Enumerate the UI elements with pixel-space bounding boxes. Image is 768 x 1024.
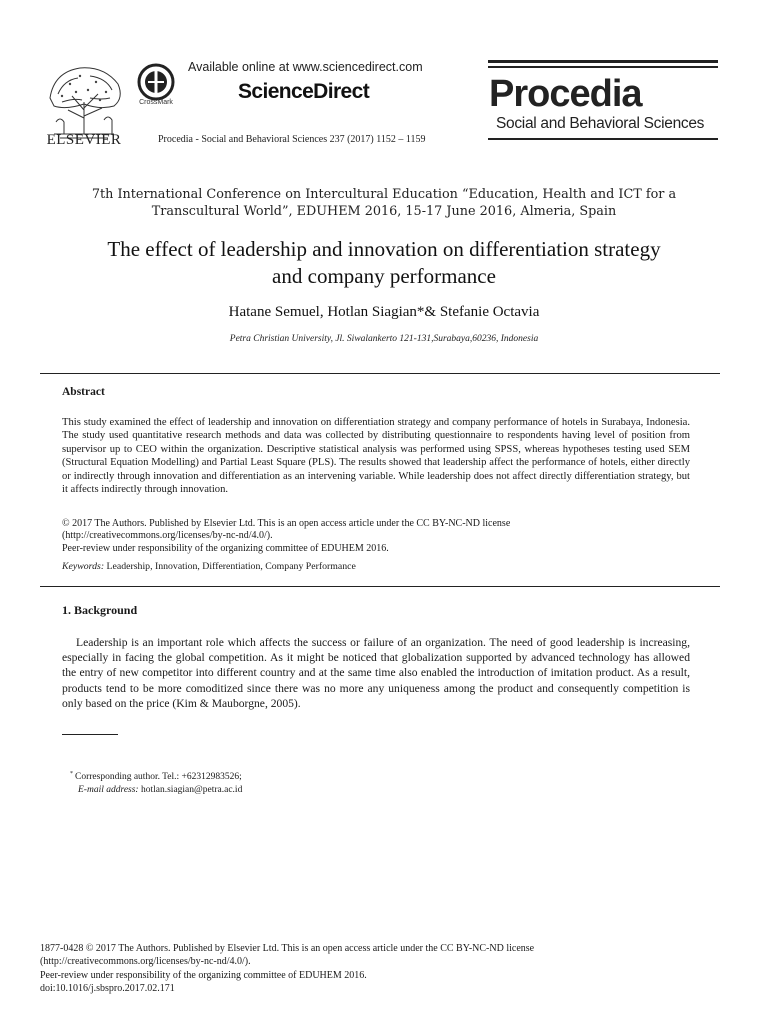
procedia-bottom-rule xyxy=(488,138,718,140)
abstract-copyright xyxy=(62,518,690,555)
abstract-heading: Abstract xyxy=(62,386,105,398)
affiliation: Petra Christian University, Jl. Siwalankerto 121-131,Surabaya,60236, Indonesia xyxy=(229,334,539,344)
footer-doi[interactable]: doi:10.1016/j.sbspro.2017.02.171 xyxy=(40,983,175,995)
footnote-corresponding xyxy=(70,768,242,784)
page-footer xyxy=(40,942,720,996)
publisher-name: ELSEVIER xyxy=(46,132,122,148)
procedia-top-rule xyxy=(488,60,718,63)
footer-peer-review: Peer-review under responsibility of the organizing committee of EDUHEM 2016. xyxy=(40,969,367,981)
peer-review-note: Peer-review under responsibility of the organizing committee of EDUHEM 2016. xyxy=(62,542,389,554)
paper-title xyxy=(50,236,718,290)
email-address[interactable]: hotlan.siagian@petra.ac.id xyxy=(138,785,243,796)
procedia-logo-text: Procedia xyxy=(489,73,642,115)
title-line-2: and company performance xyxy=(272,264,496,288)
license-link[interactable]: (http://creativecommons.org/licenses/by-nc-nd/4.0/). xyxy=(62,530,273,542)
footnote xyxy=(70,768,242,797)
section-heading: 1. Background xyxy=(62,603,138,617)
keywords-list: Leadership, Innovation, Differentiation, Company Performance xyxy=(104,561,356,572)
conference-info xyxy=(60,186,708,220)
sciencedirect-logo-text: ScienceDirect xyxy=(238,80,370,103)
journal-citation: Procedia - Social and Behavioral Sciences 237 (2017) 1152 – 1159 xyxy=(158,134,426,145)
abstract-body: This study examined the effect of leadership and innovation on differentiation strategy and company performance of hotels in Surabaya, Indonesia. The study used quantitative research methods and data was collected by distributing questionnaire to respondents having level of position from supervisor up to CEO within the organization. Descriptive statistical analysis was performed using SPSS, whereas hypotheses testing used SEM (Structural Equation Modelling) and Partial Least Square (PLS). The results showed that leadership affect the performance of hotels, either directly or indirectly through innovation and differentiation as an intervening variable. While leadership does not affect directly differentiation strategy, but it affects indirectly through innovation. xyxy=(62,417,690,496)
abstract-top-rule xyxy=(40,373,720,374)
title-line-1: The effect of leadership and innovation on differentiation strategy xyxy=(107,237,661,261)
conference-line-2: Transcultural World”, EDUHEM 2016, 15-17 June 2016, Almeria, Spain xyxy=(151,204,617,219)
footnote-email xyxy=(70,784,242,797)
keywords xyxy=(62,561,356,572)
section-paragraph: Leadership is an important role which affects the success or failure of an organization. The need of good leadership is increasing, especially in facing the global competition. As it might be noticed that globalization supported by advanced technology has allowed the entry of new competitor into different country and at the same time also enabled the introduction of imitation product. As a result, products tend to be more comoditized since there was no more any uniqueness among the product and consequently competition is only based on the price (Kim & Mauborgne, 2005). xyxy=(62,636,690,710)
conference-line-1: 7th International Conference on Intercultural Education “Education, Health and ICT for a xyxy=(91,187,677,202)
corresponding-author: Corresponding author. Tel.: +62312983526; xyxy=(75,772,242,783)
copyright-line-1: © 2017 The Authors. Published by Elsevier Ltd. This is an open access article under the CC BY-NC-ND license xyxy=(62,518,511,529)
footer-issn-license: 1877-0428 © 2017 The Authors. Published by Elsevier Ltd. This is an open access article under the CC BY-NC-ND license xyxy=(40,943,535,954)
available-online-text[interactable]: Available online at www.sciencedirect.com xyxy=(188,60,423,74)
keywords-label: Keywords: xyxy=(62,561,105,572)
email-label: E-mail address: xyxy=(78,785,139,796)
crossmark-label: CrossMark xyxy=(139,99,173,106)
footnote-marker: * xyxy=(70,771,73,777)
procedia-subtitle: Social and Behavioral Sciences xyxy=(496,115,705,132)
footer-license-link[interactable]: (http://creativecommons.org/licenses/by-nc-nd/4.0/). xyxy=(40,956,251,968)
abstract-bottom-rule xyxy=(40,586,720,587)
authors: Hatane Semuel, Hotlan Siagian*& Stefanie Octavia xyxy=(228,304,540,320)
procedia-top-rule-thin xyxy=(488,66,718,68)
footnote-rule xyxy=(62,734,118,735)
